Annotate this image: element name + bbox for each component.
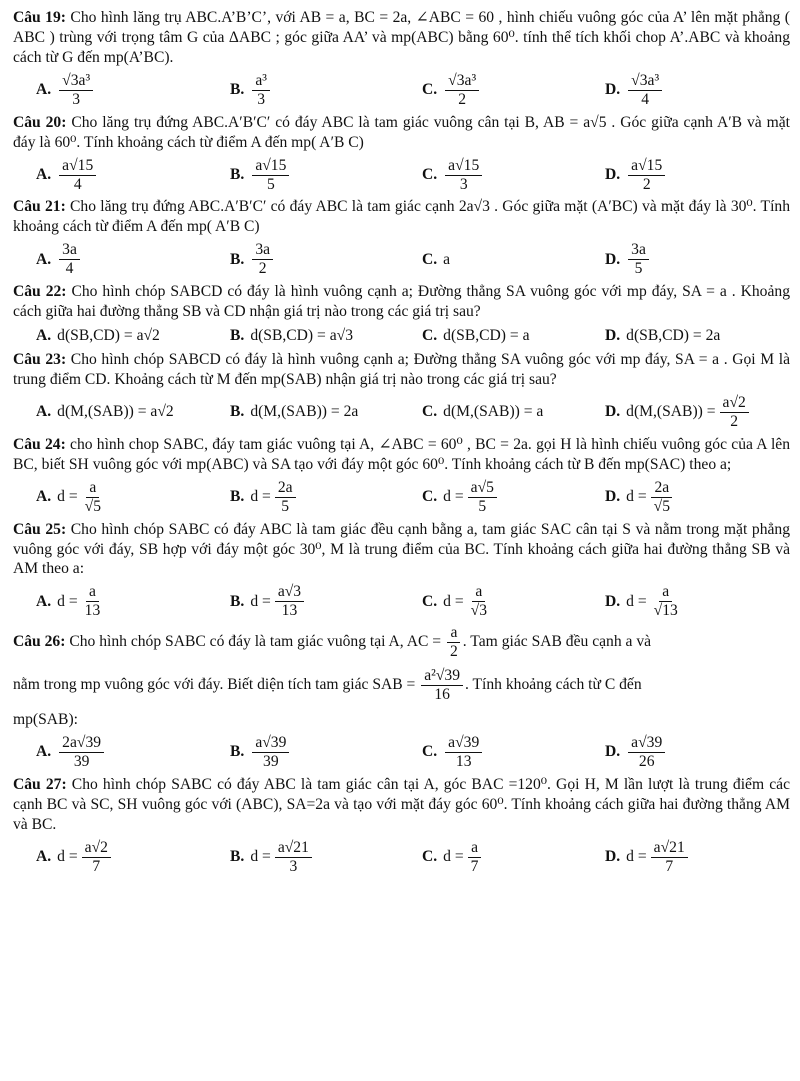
question-number: Câu 21: — [13, 198, 66, 216]
question-text: Cho lăng trụ đứng ABC.A′B′C′ có đáy ABC là tam giác vuông cân tại B, AB = a√5 . Góc giữa cạnh A′B và mặt đáy là 60⁰. Tính khoảng cách từ điểm A đến mp( A′B C) — [13, 113, 790, 151]
options-row — [13, 839, 790, 876]
option-fraction — [82, 839, 111, 876]
option-fraction — [59, 734, 104, 771]
fraction-denominator: 2 — [642, 175, 651, 193]
option-label: A. — [36, 403, 52, 421]
option-label: B. — [230, 250, 245, 268]
option-label: C. — [422, 848, 438, 866]
question-number: Câu 23: — [13, 351, 67, 369]
fraction-denominator: √5 — [84, 497, 102, 515]
option-fraction — [720, 394, 749, 431]
option-fraction — [59, 157, 96, 194]
question-number: Câu 25: — [13, 520, 67, 538]
option-fraction — [59, 241, 80, 278]
question-number: Câu 26: — [13, 633, 66, 651]
fraction-numerator: 3a — [628, 241, 649, 260]
fraction-denominator: 13 — [455, 752, 472, 770]
answer-option-b[interactable] — [230, 734, 422, 771]
fraction-denominator: √3 — [470, 602, 488, 620]
answer-option-d[interactable] — [605, 734, 795, 771]
option-fraction — [275, 583, 304, 620]
option-value: d(SB,CD) = a√2 — [57, 327, 160, 345]
question-21 — [13, 197, 790, 278]
option-label: A. — [36, 250, 52, 268]
option-label: C. — [422, 81, 438, 99]
question-text: Cho hình chóp SABC có đáy ABC là tam giác đều cạnh bằng a, tam giác SAC cân tại S và nằm trong mặt phẳng vuông góc với đáy, SB hợp với đáy một góc 30⁰, M là trung điểm của BC. Tính khoảng cách giữa hai đường thẳng SB và AM theo a: — [13, 520, 791, 578]
option-prefix: d(M,(SAB)) = — [626, 403, 716, 421]
fraction-numerator: a√5 — [468, 479, 497, 498]
answer-option-c[interactable] — [422, 734, 605, 771]
option-fraction — [468, 583, 490, 620]
option-label: D. — [605, 592, 621, 610]
question-text-part: nằm trong mp vuông góc với đáy. Biết diện tích tam giác SAB = — [13, 676, 416, 694]
option-label: A. — [36, 488, 52, 506]
fraction-denominator: 3 — [289, 857, 298, 875]
option-fraction — [82, 479, 104, 516]
options-row — [13, 326, 790, 346]
option-label: D. — [605, 81, 621, 99]
options-row — [13, 241, 790, 278]
answer-option-d[interactable] — [605, 72, 795, 109]
answer-option-a[interactable] — [13, 157, 230, 194]
option-fraction — [445, 157, 482, 194]
answer-option-c[interactable] — [422, 326, 605, 346]
option-label: C. — [422, 743, 438, 761]
option-fraction — [252, 157, 289, 194]
option-value: d(M,(SAB)) = a — [443, 403, 544, 421]
option-fraction — [468, 839, 482, 876]
question-text: Cho hình chóp SABCD có đáy là hình vuông cạnh a; Đường thẳng SA vuông góc với mp đáy, SA = a . Gọi M là trung điểm CD. Khoảng cách từ M đến mp(SAB) nhận giá trị nào trong các giá trị sau? — [13, 351, 791, 389]
question-22 — [13, 282, 790, 346]
fraction-numerator: a√3 — [275, 583, 304, 602]
answer-option-a[interactable] — [13, 402, 230, 422]
option-fraction — [651, 479, 673, 516]
question-number: Câu 20: — [13, 113, 67, 131]
question-number: Câu 24: — [13, 435, 66, 453]
options-row — [13, 583, 790, 620]
option-label: A. — [36, 848, 52, 866]
option-label: C. — [422, 327, 438, 345]
fraction-numerator: a³ — [252, 72, 270, 91]
question-text: Cho hình lăng trụ ABC.A’B’C’, với AB = a, BC = 2a, ∠ABC = 60 , hình chiếu vuông góc của A’ lên mặt phẳng ( ABC ) trùng với trọng tâm G của ΔABC ; góc giữa AA’ và mp(ABC) bằng 60⁰. tính thể tích khối chop A’.ABC và khoảng cách từ G đến mp(A’BC). — [13, 9, 790, 66]
question-25 — [13, 520, 790, 621]
answer-option-a[interactable] — [13, 583, 230, 620]
answer-option-c[interactable] — [422, 479, 605, 516]
answer-option-b[interactable] — [230, 839, 422, 876]
option-fraction — [445, 734, 482, 771]
answer-option-d[interactable] — [605, 241, 795, 278]
option-prefix: d = — [443, 488, 464, 506]
fraction-denominator: 4 — [641, 90, 650, 108]
fraction-numerator: a√15 — [59, 157, 96, 176]
options-row — [13, 157, 790, 194]
question-text-part: mp(SAB): — [13, 710, 78, 728]
fraction-numerator: a√21 — [651, 839, 688, 858]
answer-option-b[interactable] — [230, 72, 422, 109]
option-label: B. — [230, 403, 245, 421]
answer-option-c[interactable] — [422, 402, 605, 422]
answer-option-c[interactable] — [422, 250, 605, 270]
option-prefix: d = — [250, 848, 271, 866]
option-prefix: d = — [57, 848, 78, 866]
question-number: Câu 27: — [13, 775, 67, 793]
question-text-part: . Tính khoảng cách từ C đến — [465, 676, 642, 694]
answer-option-a[interactable] — [13, 734, 230, 771]
fraction-numerator: a — [86, 479, 99, 498]
question-24 — [13, 435, 790, 516]
option-label: D. — [605, 848, 621, 866]
fraction-numerator: a√39 — [628, 734, 665, 753]
answer-option-d[interactable] — [605, 326, 795, 346]
fraction-denominator: 5 — [478, 497, 487, 515]
fraction-numerator: 2a√39 — [59, 734, 104, 753]
option-value: d(M,(SAB)) = a√2 — [57, 403, 174, 421]
option-label: B. — [230, 743, 245, 761]
answer-option-b[interactable] — [230, 157, 422, 194]
question-text: Cho lăng trụ đứng ABC.A′B′C′ có đáy ABC là tam giác cạnh 2a√3 . Góc giữa mặt (A′BC) và mặt đáy là 30⁰. Tính khoảng cách từ điểm A đến mp( A′B C) — [13, 198, 790, 236]
option-label: D. — [605, 743, 621, 761]
answer-option-a[interactable] — [13, 839, 230, 876]
fraction-numerator: a√2 — [720, 394, 749, 413]
option-label: B. — [230, 327, 245, 345]
answer-option-b[interactable] — [230, 326, 422, 346]
answer-option-a[interactable] — [13, 241, 230, 278]
option-prefix: d = — [57, 488, 78, 506]
fraction-denominator: 4 — [65, 260, 74, 278]
option-value: d(SB,CD) = 2a — [626, 327, 721, 345]
question-20 — [13, 113, 790, 194]
option-fraction — [651, 583, 681, 620]
option-fraction — [275, 839, 312, 876]
fraction-denominator: 7 — [92, 857, 101, 875]
option-label: D. — [605, 403, 621, 421]
fraction-ac: $\frac{a}{2}$ — [447, 624, 461, 661]
option-fraction — [275, 479, 296, 516]
fraction-denominator: 13 — [84, 602, 101, 620]
question-text-part: . Tam giác SAB đều cạnh a và — [462, 633, 652, 651]
answer-option-a[interactable] — [13, 72, 230, 109]
question-text: Cho hình chóp SABCD có đáy là hình vuông cạnh a; Đường thẳng SA vuông góc với mp đáy, SA = a . Khoảng cách giữa hai đường thẳng SB và CD nhận giá trị nào trong các giá trị sau? — [13, 283, 790, 321]
option-label: A. — [36, 166, 52, 184]
question-text: Cho hình chóp SABC có đáy ABC là tam giác cân tại A, góc BAC =120⁰. Gọi H, M lần lượt là trung điểm các cạnh BC và SC, SH vuông góc với (ABC), SA=2a và tạo với mặt đáy góc 60⁰. Tính khoảng cách giữa hai đường thẳng AM và BC. — [13, 775, 790, 833]
option-label: B. — [230, 81, 245, 99]
option-label: D. — [605, 166, 621, 184]
answer-option-c[interactable] — [422, 72, 605, 109]
fraction-numerator: a√15 — [445, 157, 482, 176]
answer-option-d[interactable] — [605, 479, 795, 516]
option-fraction — [628, 157, 665, 194]
options-row — [13, 734, 790, 771]
answer-option-d[interactable] — [605, 583, 795, 620]
fraction-numerator: a√21 — [275, 839, 312, 858]
fraction-numerator: 3a — [59, 241, 80, 260]
question-number: Câu 19: — [13, 9, 66, 26]
option-prefix: d = — [250, 488, 271, 506]
option-prefix: d = — [626, 488, 647, 506]
answer-option-c[interactable] — [422, 583, 605, 620]
fraction-denominator: 5 — [634, 260, 643, 278]
option-label: C. — [422, 250, 438, 268]
answer-option-d[interactable] — [605, 394, 795, 431]
option-fraction — [445, 72, 479, 109]
fraction-numerator: √3a³ — [445, 72, 479, 91]
fraction-denominator: √5 — [653, 497, 671, 515]
question-text: cho hình chop SABC, đáy tam giác vuông tại A, ∠ABC = 60⁰ , BC = 2a. gọi H là hình chiếu vuông góc của A lên BC, biết SH vuông góc với mp(ABC) và SA tạo với đáy một góc 60⁰. Tính khoảng cách từ B đến mp(SAC) theo a; — [13, 435, 790, 473]
option-value: d(SB,CD) = a — [443, 327, 530, 345]
option-value: d(M,(SAB)) = 2a — [250, 403, 359, 421]
option-label: C. — [422, 488, 438, 506]
fraction-denominator: 3 — [459, 175, 468, 193]
fraction-denominator: 13 — [281, 602, 298, 620]
fraction-denominator: 2 — [258, 260, 267, 278]
fraction-numerator: a√2 — [82, 839, 111, 858]
option-label: A. — [36, 592, 52, 610]
option-label: C. — [422, 166, 438, 184]
option-label: B. — [230, 592, 245, 610]
answer-option-b[interactable] — [230, 241, 422, 278]
option-label: C. — [422, 592, 438, 610]
answer-option-b[interactable] — [230, 479, 422, 516]
question-26 — [13, 624, 790, 770]
answer-option-d[interactable] — [605, 839, 795, 876]
fraction-denominator: 3 — [72, 90, 81, 108]
option-fraction — [651, 839, 688, 876]
option-fraction — [252, 734, 289, 771]
option-fraction — [628, 72, 662, 109]
fraction-denominator: 5 — [281, 497, 290, 515]
fraction-denominator: 7 — [665, 857, 674, 875]
option-label: D. — [605, 327, 621, 345]
option-prefix: d = — [626, 592, 647, 610]
option-label: B. — [230, 848, 245, 866]
fraction-numerator: a√39 — [445, 734, 482, 753]
fraction-numerator: a√15 — [628, 157, 665, 176]
option-fraction — [468, 479, 497, 516]
option-prefix: d = — [443, 592, 464, 610]
fraction-numerator: a√15 — [252, 157, 289, 176]
option-label: B. — [230, 488, 245, 506]
option-fraction — [59, 72, 93, 109]
option-prefix: d = — [443, 848, 464, 866]
fraction-area: $\frac{\text{a²√39}}{16}$ — [421, 667, 463, 704]
fraction-denominator: 7 — [470, 857, 479, 875]
option-label: D. — [605, 250, 621, 268]
option-fraction — [252, 241, 273, 278]
fraction-numerator: √3a³ — [628, 72, 662, 91]
option-prefix: d = — [57, 592, 78, 610]
options-row — [13, 479, 790, 516]
option-value: d(SB,CD) = a√3 — [250, 327, 353, 345]
options-row — [13, 72, 790, 109]
fraction-denominator: 39 — [73, 752, 90, 770]
fraction-numerator: 2a — [651, 479, 672, 498]
option-value: a — [443, 250, 451, 268]
option-fraction — [628, 734, 665, 771]
fraction-numerator: 3a — [252, 241, 273, 260]
fraction-denominator: 26 — [638, 752, 655, 770]
options-row — [13, 394, 790, 431]
option-prefix: d = — [250, 592, 271, 610]
question-27 — [13, 775, 790, 876]
question-23 — [13, 350, 790, 431]
fraction-numerator: a√39 — [252, 734, 289, 753]
option-fraction — [82, 583, 104, 620]
option-label: B. — [230, 166, 245, 184]
fraction-denominator: 4 — [73, 175, 82, 193]
fraction-numerator: a — [468, 839, 481, 858]
option-fraction — [252, 72, 270, 109]
answer-option-b[interactable] — [230, 402, 422, 422]
answer-option-c[interactable] — [422, 839, 605, 876]
option-label: A. — [36, 327, 52, 345]
question-19 — [13, 8, 790, 109]
option-label: A. — [36, 743, 52, 761]
fraction-numerator: a — [472, 583, 485, 602]
fraction-denominator: 39 — [263, 752, 279, 770]
question-number: Câu 22: — [13, 283, 67, 301]
option-label: A. — [36, 81, 52, 99]
answer-option-a[interactable] — [13, 326, 230, 346]
fraction-denominator: 2 — [458, 90, 467, 108]
question-text-part: Cho hình chóp SABC có đáy là tam giác vuông tại A, AC = — [69, 633, 442, 651]
answer-option-a[interactable] — [13, 479, 230, 516]
fraction-numerator: a — [659, 583, 672, 602]
answer-option-c[interactable] — [422, 157, 605, 194]
option-prefix: d = — [626, 848, 647, 866]
option-label: C. — [422, 403, 438, 421]
fraction-denominator: 3 — [257, 90, 266, 108]
answer-option-d[interactable] — [605, 157, 795, 194]
option-fraction — [628, 241, 649, 278]
fraction-denominator: 2 — [730, 412, 739, 430]
fraction-numerator: a — [86, 583, 99, 602]
fraction-numerator: 2a — [275, 479, 296, 498]
answer-option-b[interactable] — [230, 583, 422, 620]
fraction-denominator: √13 — [653, 602, 678, 620]
option-label: D. — [605, 488, 621, 506]
fraction-denominator: 5 — [266, 175, 275, 193]
fraction-numerator: √3a³ — [59, 72, 93, 91]
